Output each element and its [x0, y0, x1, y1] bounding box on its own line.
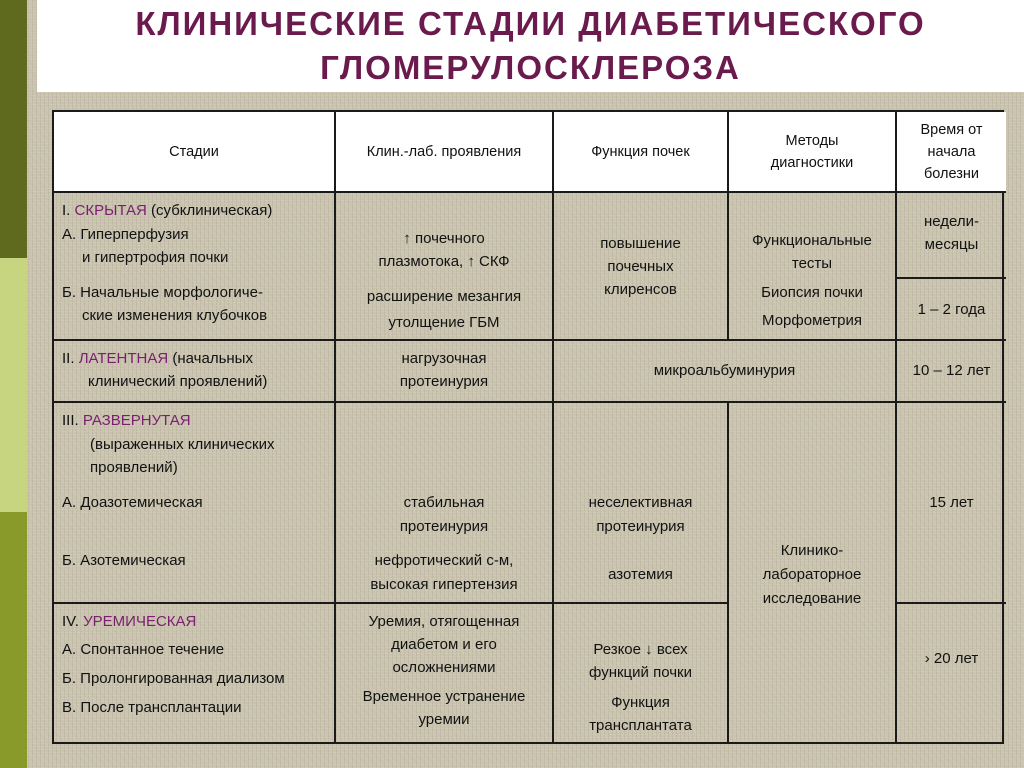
stage-3-time	[897, 403, 1006, 604]
header-stages	[54, 112, 336, 193]
stage-2-title	[62, 347, 253, 370]
stage-1-manifest-line-1: ↑ почечного	[403, 230, 485, 247]
stage-2-subtitle: (начальных	[172, 350, 253, 367]
sidebar-stripe-dark	[0, 0, 27, 258]
stage-4-manifestations	[336, 604, 554, 744]
stage-3-b: Б. Азотемическая	[62, 552, 186, 569]
stage-4-number: IV.	[62, 613, 79, 630]
stage-4-name: УРЕМИЧЕСКАЯ	[83, 613, 197, 630]
stage-1-manifestations	[336, 193, 554, 341]
stage-1-time-a-line-1: недели-	[923, 213, 980, 230]
stage-4-function-line-3: Функция	[611, 694, 670, 711]
header-diagnostics	[729, 112, 897, 193]
stage-3-function-line-1: неселективная	[588, 494, 693, 511]
sidebar-stripe-mid	[0, 512, 27, 768]
diag-shared-line-2: лабораторное	[762, 566, 862, 583]
stage-1-time-a	[897, 193, 1006, 279]
stage-1-manifest-line-3: расширение мезангия	[366, 288, 522, 305]
stage-4-title	[62, 610, 196, 633]
stage-2-number: II.	[62, 350, 75, 367]
stage-3-function-line-2: протеинурия	[596, 518, 685, 535]
stage-2-manifest-line-1: нагрузочная	[401, 350, 487, 367]
stage-1-diag-line-1: Функциональные	[752, 232, 872, 249]
diag-shared-line-1: Клинико-	[780, 542, 844, 559]
stage-4-c: В. После трансплантации	[62, 699, 242, 716]
stage-4-manifest-line-1: Уремия, отягощенная	[368, 613, 520, 630]
header-diagnostics-line-2: диагностики	[770, 154, 854, 171]
stage-1-diag-line-2: тесты	[791, 255, 833, 272]
header-time-line-2: начала	[927, 143, 976, 160]
stage-3-manifest-line-2: протеинурия	[399, 518, 489, 535]
stage-1-function-line-2: почечных	[607, 258, 674, 275]
page-title	[37, 0, 1024, 92]
header-kidney-function-label: Функция почек	[591, 143, 690, 160]
stage-3-function	[554, 403, 729, 604]
stage-1-manifest-line-2: плазмотока, ↑ СКФ	[378, 253, 510, 270]
stage-1-time-b	[897, 279, 1006, 341]
stage-1-manifest-line-4: утолщение ГБМ	[388, 314, 500, 331]
stage-4-a: А. Спонтанное течение	[62, 641, 225, 658]
stage-2-time-value: 10 – 12 лет	[912, 362, 991, 379]
title-line-1: КЛИНИЧЕСКИЕ СТАДИИ ДИАБЕТИЧЕСКОГО	[135, 5, 926, 42]
stage-4-function-line-1: Резкое ↓ всех	[593, 641, 688, 658]
stage-2-time	[897, 341, 1006, 403]
stage-1-b-line-1: Б. Начальные морфологиче-	[62, 284, 263, 301]
stage-1-diagnostics	[729, 193, 897, 341]
stage-3-manifest-line-1: стабильная	[403, 494, 485, 511]
stage-1-b-line-2: ские изменения клубочков	[82, 307, 268, 324]
stage-1-function-line-1: повышение	[600, 235, 681, 252]
stage-4-manifest-line-3: осложнениями	[392, 659, 496, 676]
stage-3-manifestations	[336, 403, 554, 604]
header-kidney-function	[554, 112, 729, 193]
header-time-line-1: Время от	[920, 121, 983, 138]
stage-1-time-b-value: 1 – 2 года	[917, 301, 986, 318]
stage-3-line-3: проявлений)	[90, 459, 178, 476]
stage-3-a: А. Доазотемическая	[62, 494, 203, 511]
stage-3-line-2: (выраженных клинических	[90, 436, 275, 453]
stages-3-4-diagnostics	[729, 403, 897, 744]
header-time-line-3: болезни	[923, 165, 979, 182]
diag-shared-line-3: исследование	[762, 590, 862, 607]
stage-4-time-value: › 20 лет	[924, 650, 979, 667]
stage-3-time-value: 15 лет	[929, 494, 974, 511]
stage-3-function-line-3: азотемия	[608, 566, 673, 583]
header-stages-label: Стадии	[169, 143, 219, 160]
stage-1-a-line-1: А. Гиперперфузия	[62, 226, 189, 243]
stage-4-b: Б. Пролонгированная диализом	[62, 670, 285, 687]
stage-3-manifest-line-3: нефротический с-м,	[374, 552, 514, 569]
stage-4-function-line-2: функций почки	[589, 664, 692, 681]
stage-1-time-a-line-2: месяцы	[924, 236, 979, 253]
stages-table	[52, 110, 1004, 744]
stage-4-manifest-line-4: Временное устранение	[362, 688, 526, 705]
stage-4-function-line-4: трансплантата	[589, 717, 692, 734]
stage-1-subtitle: (субклиническая)	[151, 202, 273, 219]
stage-1-number: I.	[62, 202, 71, 219]
stage-1-diag-line-4: Морфометрия	[762, 312, 862, 329]
stage-3-cell	[54, 403, 336, 604]
stage-2-function	[554, 341, 897, 403]
stage-3-number: III.	[62, 412, 79, 429]
stage-4-manifest-line-5: уремии	[418, 711, 470, 728]
header-manifestations-label: Клин.-лаб. проявления	[366, 143, 522, 160]
stage-4-time	[897, 604, 1006, 744]
title-line-2: ГЛОМЕРУЛОСКЛЕРОЗА	[320, 49, 741, 86]
stage-3-manifest-line-4: высокая гипертензия	[370, 576, 518, 593]
stage-2-name: ЛАТЕНТНАЯ	[78, 350, 169, 367]
stage-2-manifestations	[336, 341, 554, 403]
stage-3-name: РАЗВЕРНУТАЯ	[82, 412, 191, 429]
stage-1-function	[554, 193, 729, 341]
stage-2-line-2: клинический проявлений)	[88, 373, 268, 390]
stage-4-cell	[54, 604, 336, 744]
sidebar-stripe-light	[0, 258, 27, 512]
stage-4-function	[554, 604, 729, 744]
stage-4-manifest-line-2: диабетом и его	[391, 636, 497, 653]
stage-2-function-value: микроальбуминурия	[653, 362, 796, 379]
stage-3-title	[62, 409, 191, 432]
stage-1-cell	[54, 193, 336, 341]
stage-1-name: СКРЫТАЯ	[74, 202, 147, 219]
stage-1-function-line-3: клиренсов	[604, 281, 677, 298]
stage-2-cell	[54, 341, 336, 403]
stage-1-a-line-2: и гипертрофия почки	[82, 249, 229, 266]
header-manifestations	[336, 112, 554, 193]
stage-2-manifest-line-2: протеинурия	[399, 373, 489, 390]
stage-1-title	[62, 199, 272, 222]
stage-1-diag-line-3: Биопсия почки	[761, 284, 863, 301]
header-time	[897, 112, 1006, 193]
header-diagnostics-line-1: Методы	[785, 132, 839, 149]
